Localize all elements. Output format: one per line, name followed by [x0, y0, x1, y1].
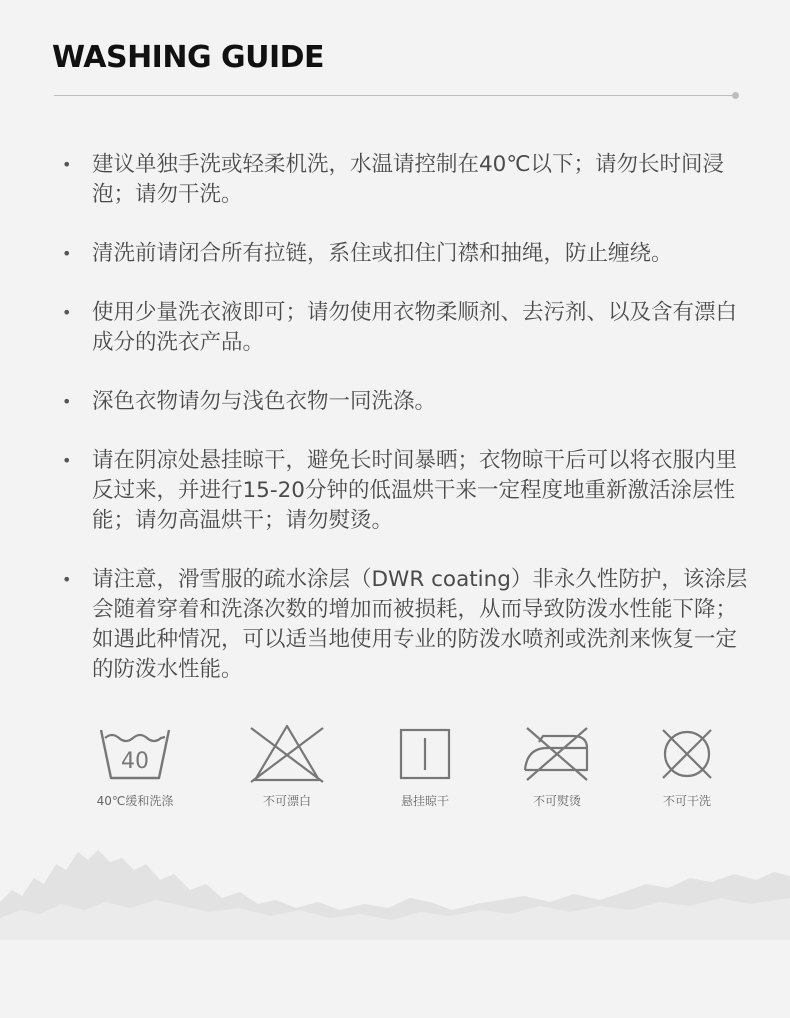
care-item-line-dry — [360, 722, 490, 809]
guide-item: • 深色衣物请勿与浅色衣物一同洗涤。 — [58, 387, 748, 417]
guide-item: • 清洗前请闭合所有拉链，系住或扣住门襟和抽绳，防止缠绕。 — [58, 239, 748, 269]
care-label: 40℃缓和洗涤 — [96, 794, 174, 808]
care-item-no-bleach — [222, 722, 352, 809]
wash-temperature-label: 40 — [121, 749, 149, 774]
wash-40-icon — [95, 722, 175, 784]
guide-item: • 建议单独手洗或轻柔机洗，水温请控制在40℃以下；请勿长时间浸泡；请勿干洗。 — [58, 150, 748, 210]
title-divider — [54, 95, 736, 96]
care-item-no-iron — [492, 722, 622, 809]
no-iron-icon — [517, 722, 597, 784]
care-symbols — [0, 722, 790, 822]
care-label: 不可漂白 — [262, 794, 311, 808]
care-label: 悬挂晾干 — [400, 794, 449, 808]
line-dry-icon — [385, 722, 465, 784]
guide-item: • 请在阴凉处悬挂晾干，避免长时间暴晒；衣物晾干后可以将衣服内里反过来，并进行15-20分钟的低温烘干来一定程度地重新激活涂层性能；请勿高温烘干；请勿熨烫。 — [58, 446, 748, 536]
care-label: 不可熨烫 — [532, 794, 581, 808]
care-item-no-dry-clean — [622, 722, 752, 809]
no-bleach-icon — [247, 722, 327, 784]
no-dry-clean-icon — [647, 722, 727, 784]
washing-guide-list — [58, 150, 748, 685]
care-label: 不可干洗 — [662, 794, 711, 808]
mountain-silhouette — [0, 840, 790, 1018]
care-item-wash-40 — [70, 722, 200, 809]
divider-dot — [732, 92, 739, 99]
page-title: WASHING GUIDE — [52, 40, 325, 75]
guide-item: • 使用少量洗衣液即可；请勿使用衣物柔顺剂、去污剂、以及含有漂白成分的洗衣产品。 — [58, 298, 748, 358]
guide-item: • 请注意，滑雪服的疏水涂层（DWR coating）非永久性防护，该涂层会随着穿着和洗涤次数的增加而被损耗，从而导致防泼水性能下降；如遇此种情况，可以适当地使用专业的防泼水喷剂或洗剂来恢复一定的防泼水性能。 — [58, 565, 748, 685]
